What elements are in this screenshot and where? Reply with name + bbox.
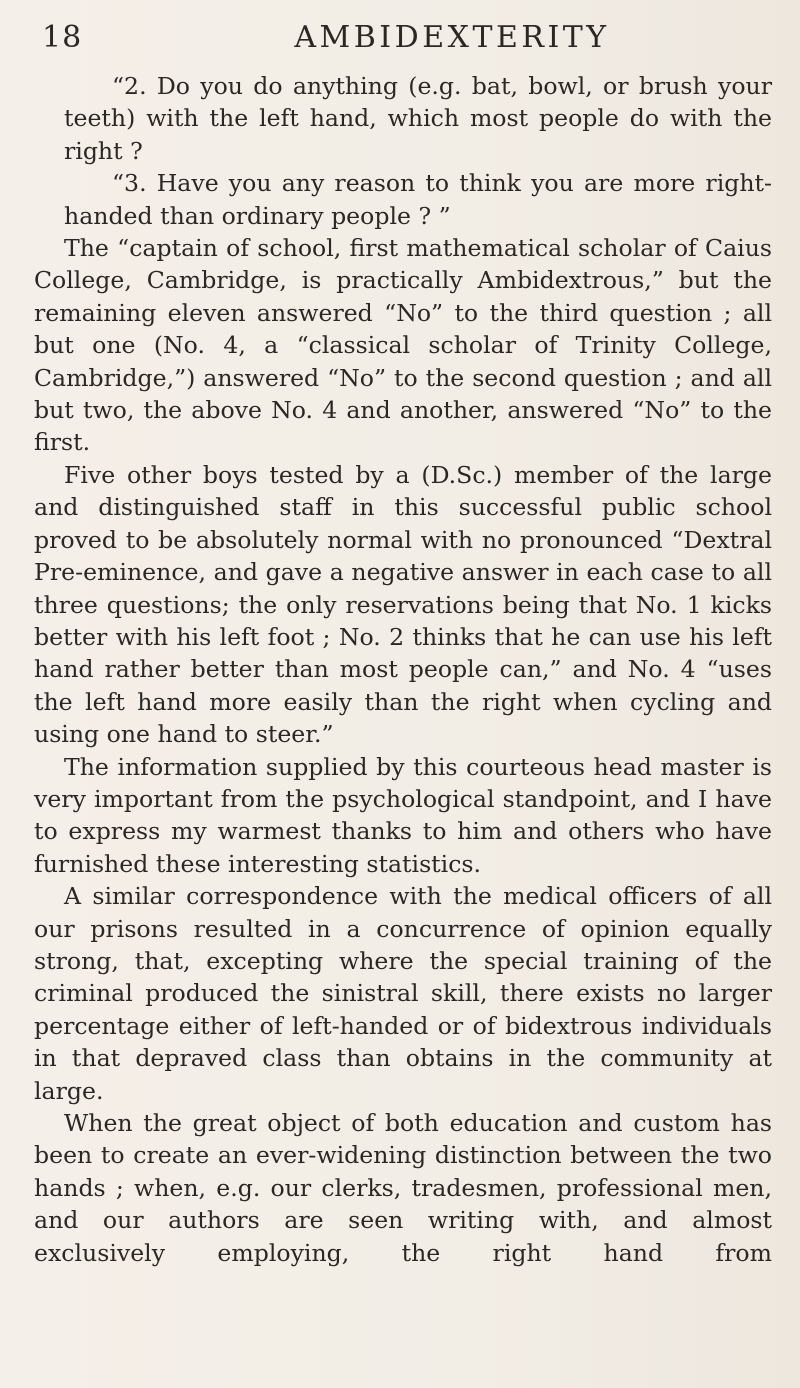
education-custom-paragraph: When the great object of both education and custom has been to create an ever-widening distinction between the two hands ; when, e.g. our clerks, tradesmen, professional men, and our authors are seen writing with, and almost exclusively employing, the right hand from [34, 1109, 772, 1267]
captain-answer-paragraph: The “captain of school, first mathematical scholar of Caius College, Cambridge, is practically Ambidextrous,” but the remaining eleven answered “No” to the third question ; all but one (No. 4, a “classical scholar of Trinity College, Cambridge,”) answered “No” to the second question ; and all but two, the above No. 4 and another, answered “No” to the first. [34, 234, 772, 457]
question-3-paragraph: “3. Have you any reason to think you are more right-handed than ordinary people ? ” [64, 169, 772, 230]
running-title: AMBIDEXTERITY [294, 20, 610, 55]
prisons-paragraph: A similar correspondence with the medical officers of all our prisons resulted in a concurrence of opinion equally strong, that, excepting where the special training of the criminal produced the sinistral skill, there exists no larger percentage either of left-handed or of bidextrous individuals in that depraved class than obtains in the community at large. [34, 882, 772, 1105]
head-master-thanks-paragraph: The information supplied by this courteous head master is very important from the psychological standpoint, and I have to express my warmest thanks to him and others who have furnished these interesting statistics. [34, 752, 772, 878]
running-head [42, 20, 758, 60]
page-number: 18 [42, 20, 83, 55]
five-boys-paragraph: Five other boys tested by a (D.Sc.) member of the large and distinguished staff in this successful public school proved to be absolutely normal with no pronounced “Dextral Pre-eminence, and gave a negative answer in each case to all three questions; the only reservations being that No. 1 kicks better with his left foot ; No. 2 thinks that he can use his left hand rather better than most people can,” and No. 4 “uses the left hand more easily than the right when cycling and using one hand to steer.” [34, 460, 772, 749]
body-text [34, 70, 772, 1269]
question-2-paragraph: “2. Do you do anything (e.g. bat, bowl, or brush your teeth) with the left hand, which most people do with the right ? [64, 72, 772, 165]
